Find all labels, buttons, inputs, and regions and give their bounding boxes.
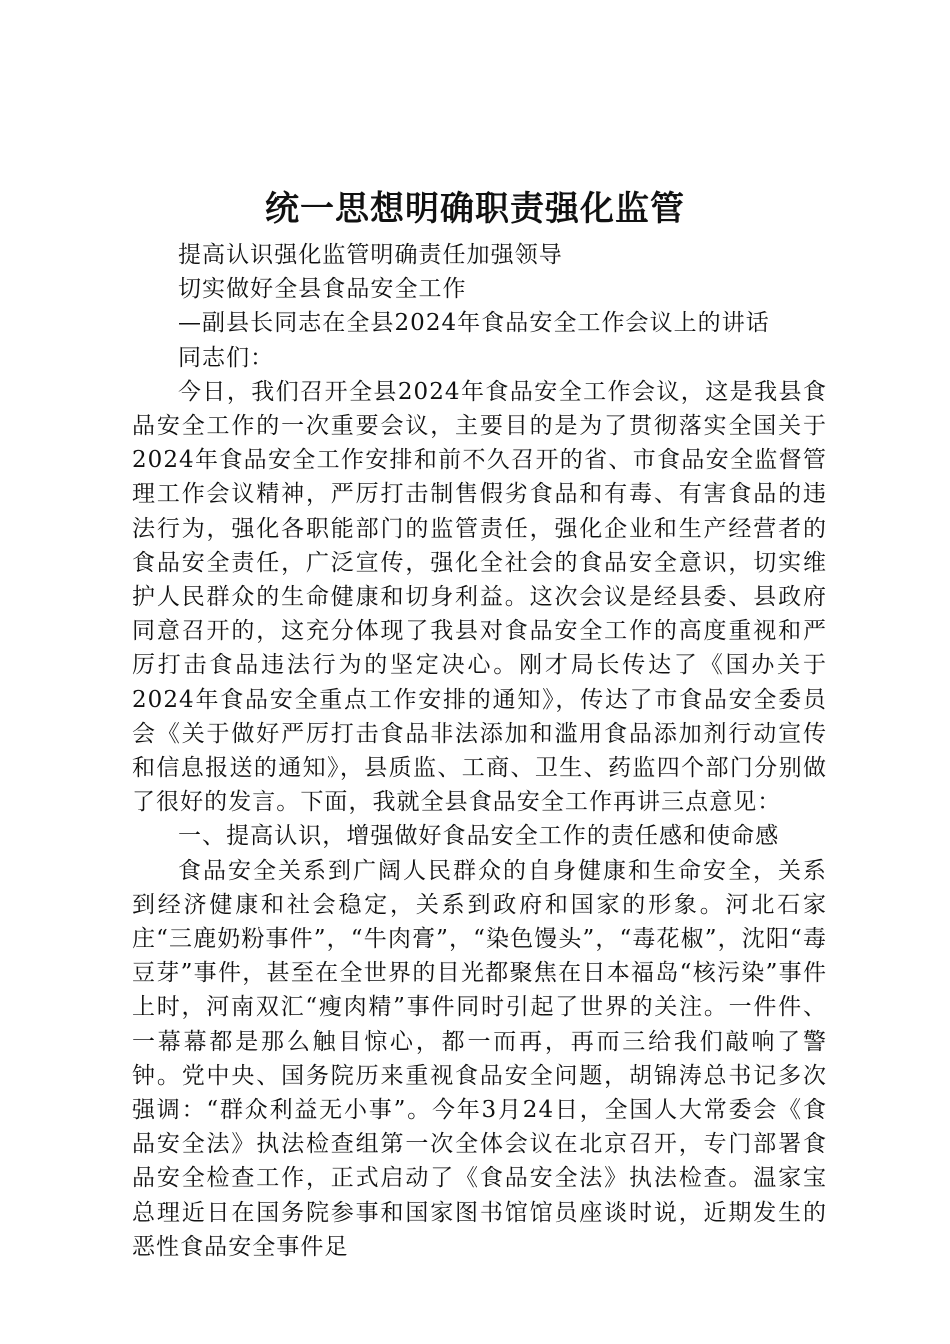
subtitle-line-1: 提高认识强化监管明确责任加强领导	[178, 242, 563, 268]
subtitle-line-2: 切实做好全县食品安全工作	[178, 276, 467, 303]
document-title: 统一思想明确职责强化监管	[265, 189, 685, 229]
document-body	[132, 238, 827, 1264]
paragraph-opening: 今日，我们召开全县2024年食品安全工作会议，这是我县食品安全工作的一次重要会议，主要目的是为了贯彻落实全国关于2024年食品安全工作安排和前不久召开的省、市食品安全监督管理工作会议精神，严厉打击制售假劣食品和有毒、有害食品的违法行为，强化各职能部门的监管责任，强化企业和生产经营者的食品安全责任，广泛宣传，强化全社会的食品安全意识，切实维护人民群众的生命健康和切身利益。这次会议是经县委、县政府同意召开的，这充分体现了我县对食品安全工作的高度重视和严厉打击食品违法行为的坚定决心。刚才局长传达了《国办关于2024年食品安全重点工作安排的通知》，传达了市食品安全委员会《关于做好严厉打击食品非法添加和滥用食品添加剂行动宣传和信息报送的通知》，县质监、工商、卫生、药监四个部门分别做了很好的发言。下面，我就全县食品安全工作再讲三点意见：	[132, 378, 827, 816]
salutation: 同志们：	[178, 344, 275, 371]
paragraph-section-1: 食品安全关系到广阔人民群众的自身健康和生命安全，关系到经济健康和社会稳定，关系到政府和国家的形象。河北石家庄“三鹿奶粉事件”，“牛肉膏”，“染色馒头”，“毒花椒”，沈阳“毒豆芽”事件，甚至在全世界的目光都聚焦在日本福岛“核污染”事件上时，河南双汇“瘦肉精”事件同时引起了世界的关注。一件件、一幕幕都是那么触目惊心，都一而再，再而三给我们敲响了警钟。党中央、国务院历来重视食品安全问题，胡锦涛总书记多次强调：“群众利益无小事”。今年3月24日，全国人大常委会《食品安全法》执法检查组第一次全体会议在北京召开，专门部署食品安全检查工作，正式启动了《食品安全法》执法检查。温家宝总理近日在国务院参事和国家图书馆馆员座谈时说，近期发生的恶性食品安全事件足	[132, 857, 827, 1260]
speech-byline: —副县长同志在全县2024年食品安全工作会议上的讲话	[178, 310, 770, 337]
section-heading-1: 一、提高认识，增强做好食品安全工作的责任感和使命感	[178, 823, 780, 850]
